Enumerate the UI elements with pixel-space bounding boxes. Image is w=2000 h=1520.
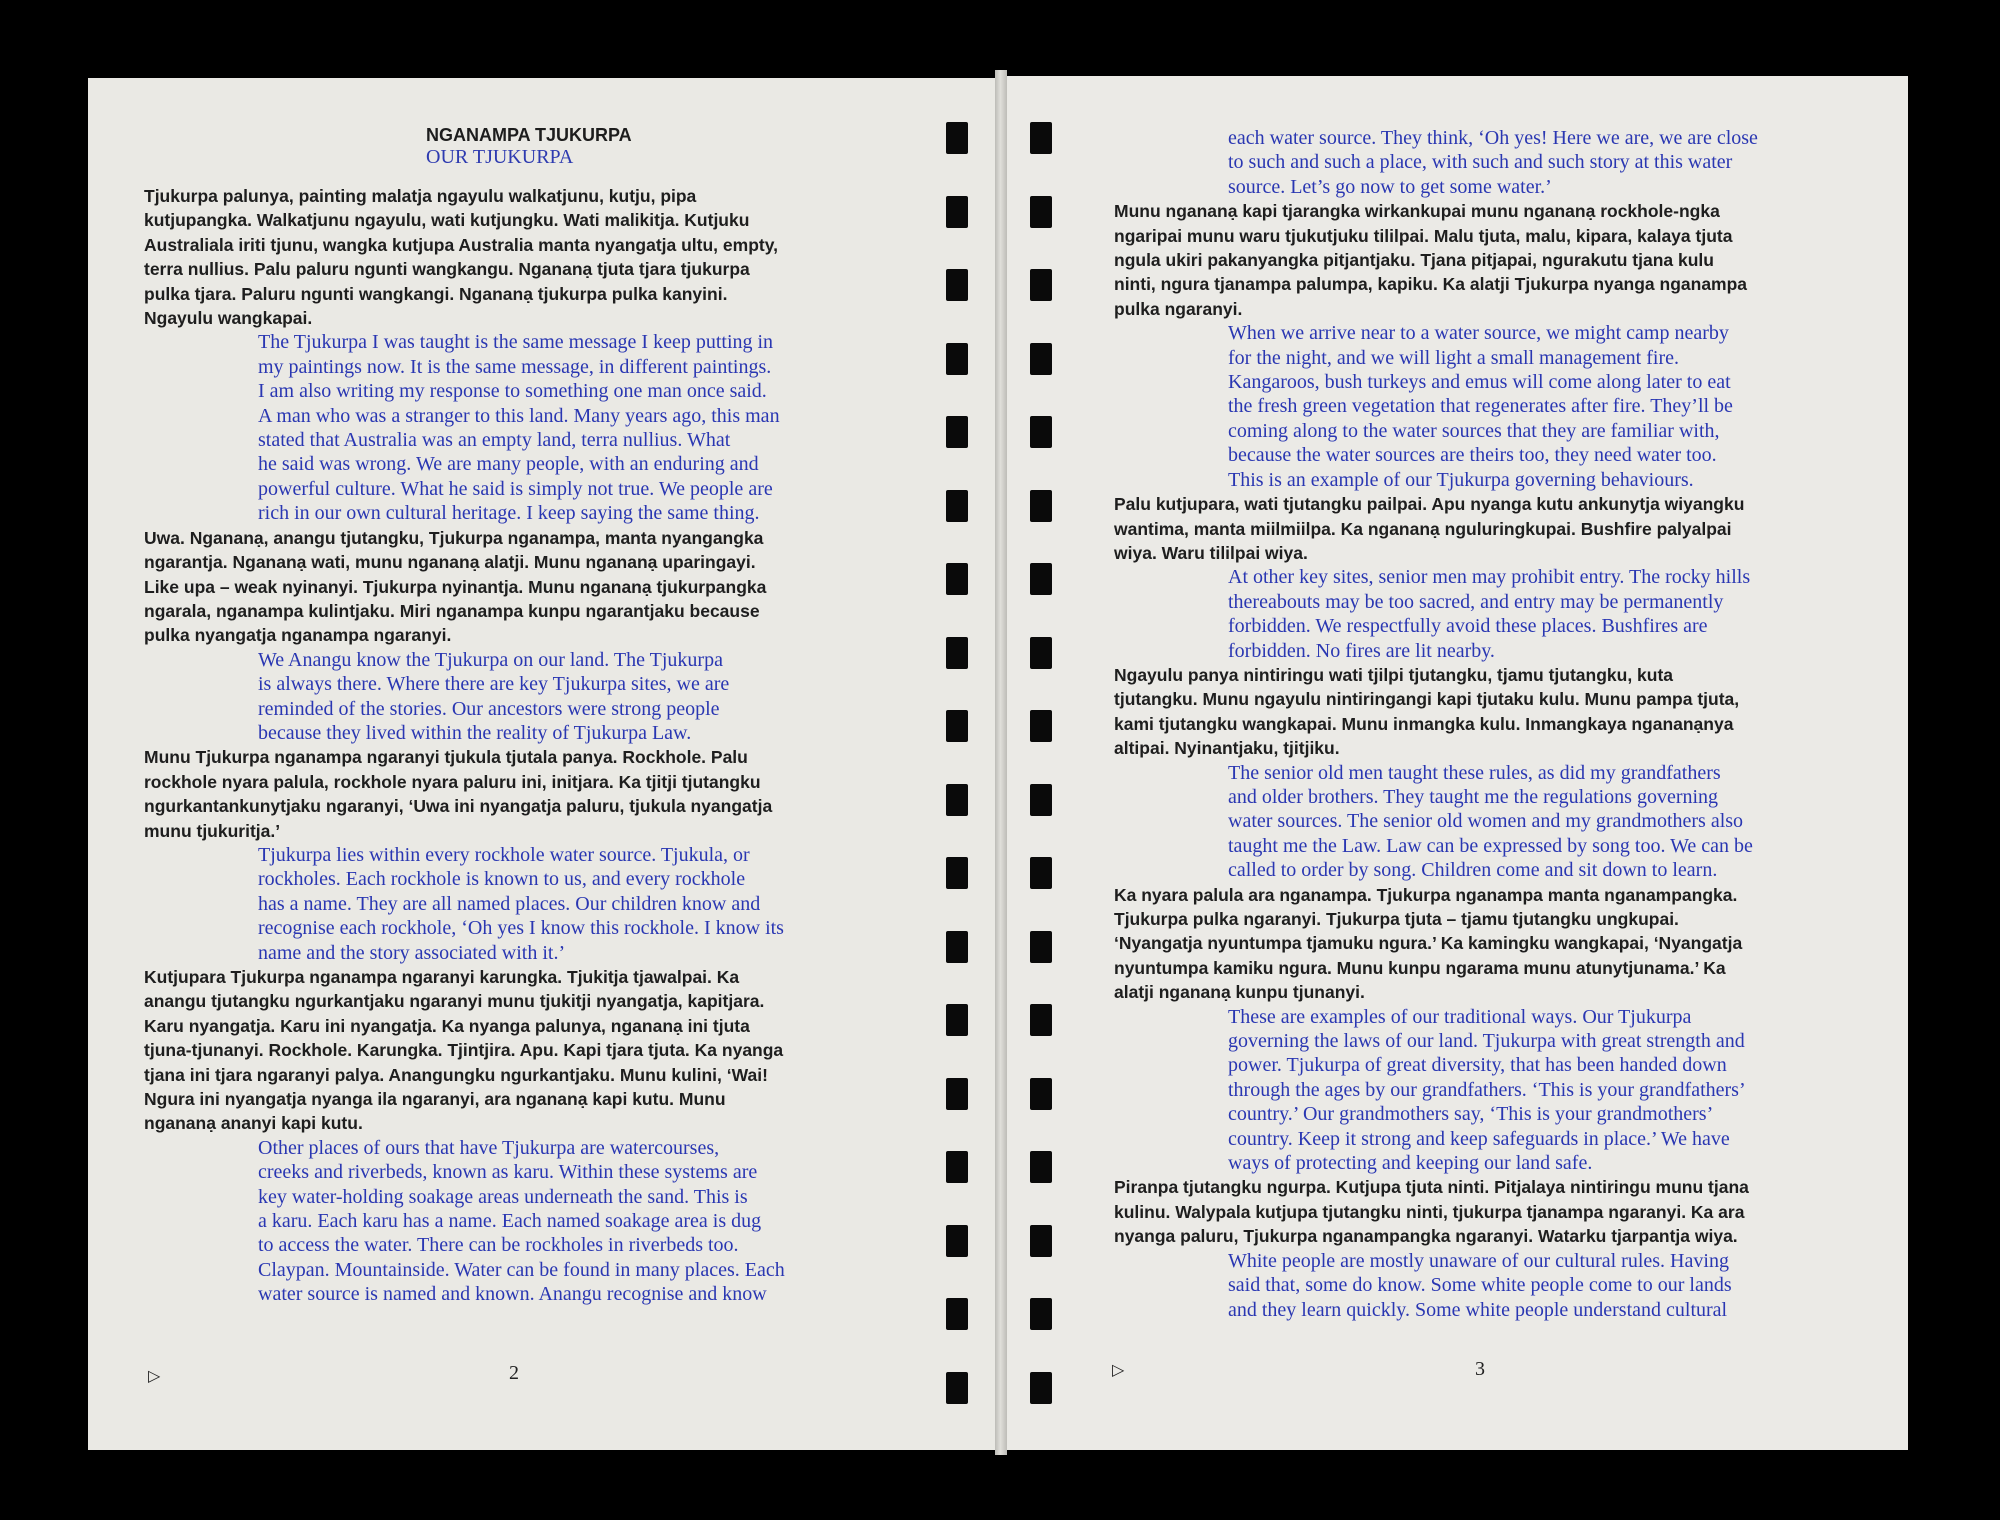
- pitjantjatjara-paragraph: Munu ngananạ kapi tjarangka wirkankupai munu ngananạ rockhole-ngka ngaripai munu waru tjukutjuku tililpai. Malu tjuta, malu, kipara, kalaya tjuta ngula ukiri pakanyangka pitjantjaku. Tjana pitjapai, ngurakutu tjana kulu ninti, ngura tjanampa palumpa, kapiku. Ka alatji Tjukurpa nyanga nganampa pulka ngaranyi.: [1114, 201, 1748, 319]
- binding-hole: [1030, 1372, 1052, 1404]
- english-paragraph: These are examples of our traditional ways. Our Tjukurpa governing the laws of our land. Tjukurpa with great strength and power. Tjukurpa of great diversity, that has been handed down through the ages by our grandfathers. ‘This is your grandfathers’ country.’ Our grandmothers say, ‘This is your grandmothers’ country. Keep it strong and keep safeguards in place.’ We have ways of protecting and keeping our land safe.: [1228, 1005, 1746, 1175]
- binding-hole: [946, 563, 968, 595]
- binding-hole: [946, 1225, 968, 1257]
- pitjantjatjara-paragraph: Ngayulu panya nintiringu wati tjilpi tjutangku, tjamu tjutangku, kuta tjutangku. Munu ngayulu nintiringangi kapi tjutaku kulu. Munu pampa tjuta, kami tjutangku wangkapai. Munu inmangka kulu. Inmangkaya ngananạnya altipai. Nyinantjaku, tjitjiku.: [1114, 664, 1740, 759]
- english-paragraph: When we arrive near to a water source, we might camp nearby for the night, and we will light a small management fire. Kangaroos, bush turkeys and emus will come along later to eat the fresh green vegetation that regenerates after fire. They’ll be coming along to the water sources that they are familiar with, because the water sources are theirs too, they need water too. This is an example of our Tjukurpa governing behaviours.: [1228, 322, 1733, 491]
- binding-hole: [946, 1004, 968, 1036]
- binding-hole: [1030, 196, 1052, 228]
- heading-english: OUR TJUKURPA: [426, 146, 574, 168]
- binding-hole: [1030, 857, 1052, 889]
- binding-hole: [946, 1298, 968, 1330]
- english-paragraph: The senior old men taught these rules, as did my grandfathers and older brothers. They taught me the regulations governing water sources. The senior old women and my grandmothers also taught me the Law. Law can be expressed by song too. We can be called to order by song. Children come and sit down to learn.: [1228, 761, 1753, 882]
- english-paragraph: We Anangu know the Tjukurpa on our land. The Tjukurpa is always there. Where there are key Tjukurpa sites, we are reminded of the stories. Our ancestors were strong people because they lived within the reality of Tjukurpa Law.: [258, 648, 730, 744]
- binding-hole: [1030, 269, 1052, 301]
- left-page: [88, 78, 1000, 1450]
- binding-hole: [946, 1151, 968, 1183]
- pitjantjatjara-paragraph: Munu Tjukurpa nganampa ngaranyi tjukula tjutala panya. Rockhole. Palu rockhole nyara palula, rockhole nyara paluru ini, initjara. Ka tjitji tjutangku ngurkantankunytjaku ngaranyi, ‘Uwa ini nyangatja paluru, tjukula nyangatja munu tjukuritja.’: [144, 747, 773, 841]
- binding-hole: [946, 1078, 968, 1110]
- binding-hole: [1030, 710, 1052, 742]
- english-paragraph: At other key sites, senior men may prohibit entry. The rocky hills thereabouts may be too sacred, and entry may be permanently forbidden. We respectfully avoid these places. Bushfires are forbidden. No fires are lit nearby.: [1228, 566, 1751, 662]
- page-number-right: 3: [1475, 1358, 1485, 1380]
- pitjantjatjara-paragraph: Kutjupara Tjukurpa nganampa ngaranyi karungka. Tjukitja tjawalpai. Ka anangu tjutangku ngurkantjaku ngaranyi munu tjukitji nyangatja, kapitjara. Karu nyangatja. Karu ini nyangatja. Ka nyanga palunya, ngananạ ini tjuta tjuna-tjunanyi. Rockhole. Karungka. Tjintjira. Apu. Kapi tjara tjuta. Ka nyanga tjana ini tjara ngaranyi palya. Anangungku ngurkantjaku. Munu kulini, ‘Wai! Ngura ini nyangatja nyanga ila ngaranyi, ara ngananạ kapi kutu. Munu ngananạ ananyi kapi kutu.: [144, 967, 784, 1134]
- heading-pitjantjatjara: NGANAMPA TJUKURPA: [426, 125, 632, 145]
- binding-hole: [1030, 563, 1052, 595]
- binding-hole: [1030, 784, 1052, 816]
- binding-hole: [1030, 416, 1052, 448]
- left-text-column: [144, 124, 964, 1307]
- page-number-left: 2: [509, 1362, 519, 1384]
- binding-hole: [946, 343, 968, 375]
- binding-hole: [1030, 1225, 1052, 1257]
- pitjantjatjara-paragraph: Ka nyara palula ara nganampa. Tjukurpa nganampa manta nganampangka. Tjukurpa pulka ngaranyi. Tjukurpa tjuta – tjamu tjutangku ungkupai. ‘Nyangatja nyuntumpa tjamuku ngura.’ Ka kamingku wangkapai, ‘Nyangatja nyuntumpa kamiku ngura. Munu kunpu ngarama munu atunytjunama.’ Ka alatji ngananạ kunpu tjunanyi.: [1114, 884, 1743, 1003]
- binding-hole: [946, 1372, 968, 1404]
- book-spine: [995, 70, 1007, 1455]
- binding-hole: [1030, 490, 1052, 522]
- binding-hole: [1030, 1298, 1052, 1330]
- pitjantjatjara-paragraph: Uwa. Ngananạ, anangu tjutangku, Tjukurpa nganampa, manta nyangangka ngarantja. Ngananạ wati, munu ngananạ alatji. Munu ngananạ uparingayi. Like upa – weak nyinanyi. Tjukurpa nyinantja. Munu ngananạ tjukurpangka ngarala, nganampa kulintjaku. Miri nganampa kunpu ngarantjaku because pulka nyangatja nganampa ngaranyi.: [144, 527, 767, 646]
- pitjantjatjara-paragraph: Palu kutjupara, wati tjutangku pailpai. Apu nyanga kutu ankunytja wiyangku wantima, manta miilmiilpa. Ka ngananạ nguluringkupai. Bushfire palyalpai wiya. Waru tililpai wiya.: [1114, 494, 1745, 563]
- binding-hole: [1030, 637, 1052, 669]
- english-paragraph: Other places of ours that have Tjukurpa are watercourses, creeks and riverbeds, known as karu. Within these systems are key water-holding soakage areas underneath the sand. This is a karu. Each karu has a name. Each named soakage area is dug to access the water. There can be rockholes in riverbeds too. Claypan. Mountainside. Water can be found in many places. Each water source is named and known. Anangu recognise and know: [258, 1136, 785, 1306]
- binding-hole: [946, 637, 968, 669]
- pitjantjatjara-paragraph: Piranpa tjutangku ngurpa. Kutjupa tjuta ninti. Pitjalaya nintiringu munu tjana kulinu. Walypala kutjupa tjutangku ninti, tjukurpa tjanampa ngaranyi. Ka ara nyanga paluru, Tjukurpa nganampangka ngaranyi. Watarku tjarpantja wiya.: [1114, 1177, 1749, 1247]
- binding-hole: [946, 122, 968, 154]
- binding-hole: [1030, 1151, 1052, 1183]
- binding-hole: [946, 196, 968, 228]
- english-paragraph: each water source. They think, ‘Oh yes! Here we are, we are close to such and such a place, with such and such story at this water source. Let’s go now to get some water.’: [1228, 127, 1758, 198]
- binding-hole: [946, 857, 968, 889]
- english-paragraph: The Tjukurpa I was taught is the same message I keep putting in my paintings now. It is the same message, in different paintings. I am also writing my response to something one man once said. A man who was a stranger to this land. Many years ago, this man stated that Australia was an empty land, terra nullius. What he said was wrong. We are many people, with an enduring and powerful culture. What he said is simply not true. We people are rich in our own cultural heritage. I keep saying the same thing.: [258, 331, 780, 525]
- right-text-column: [1114, 126, 1868, 1322]
- binding-hole: [946, 784, 968, 816]
- page-marker-icon: ▷: [148, 1366, 161, 1385]
- right-page: [1000, 76, 1908, 1450]
- page-marker-icon: ▷: [1112, 1360, 1125, 1379]
- binding-hole: [1030, 1078, 1052, 1110]
- binding-hole: [1030, 1004, 1052, 1036]
- binding-hole: [946, 710, 968, 742]
- binding-hole: [1030, 343, 1052, 375]
- binding-hole: [946, 931, 968, 963]
- binding-hole: [946, 269, 968, 301]
- right-paragraphs: [1114, 126, 1868, 1322]
- binding-hole: [946, 490, 968, 522]
- binding-hole: [1030, 122, 1052, 154]
- left-paragraphs: [144, 184, 964, 1307]
- binding-hole: [946, 416, 968, 448]
- english-paragraph: White people are mostly unaware of our cultural rules. Having said that, some do know. Some white people come to our lands and they learn quickly. Some white people understand cultural: [1228, 1249, 1732, 1321]
- pitjantjatjara-paragraph: Tjukurpa palunya, painting malatja ngayulu walkatjunu, kutju, pipa kutjupangka. Walkatjunu ngayulu, wati kutjungku. Wati malikitja. Kutjuku Australiala iriti tjunu, wangka kutjupa Australia manta nyangatja ultu, empty, terra nullius. Palu paluru ngunti wangkangu. Ngananạ tjuta tjara tjukurpa pulka tjara. Paluru ngunti wangkangi. Ngananạ tjukurpa pulka kanyini. Ngayulu wangkapai.: [144, 186, 779, 329]
- english-paragraph: Tjukurpa lies within every rockhole water source. Tjukula, or rockholes. Each rockhole is known to us, and every rockhole has a name. They are all named places. Our children know and recognise each rockhole, ‘Oh yes I know this rockhole. I know its name and the story associated with it.’: [258, 843, 784, 964]
- binding-hole: [1030, 931, 1052, 963]
